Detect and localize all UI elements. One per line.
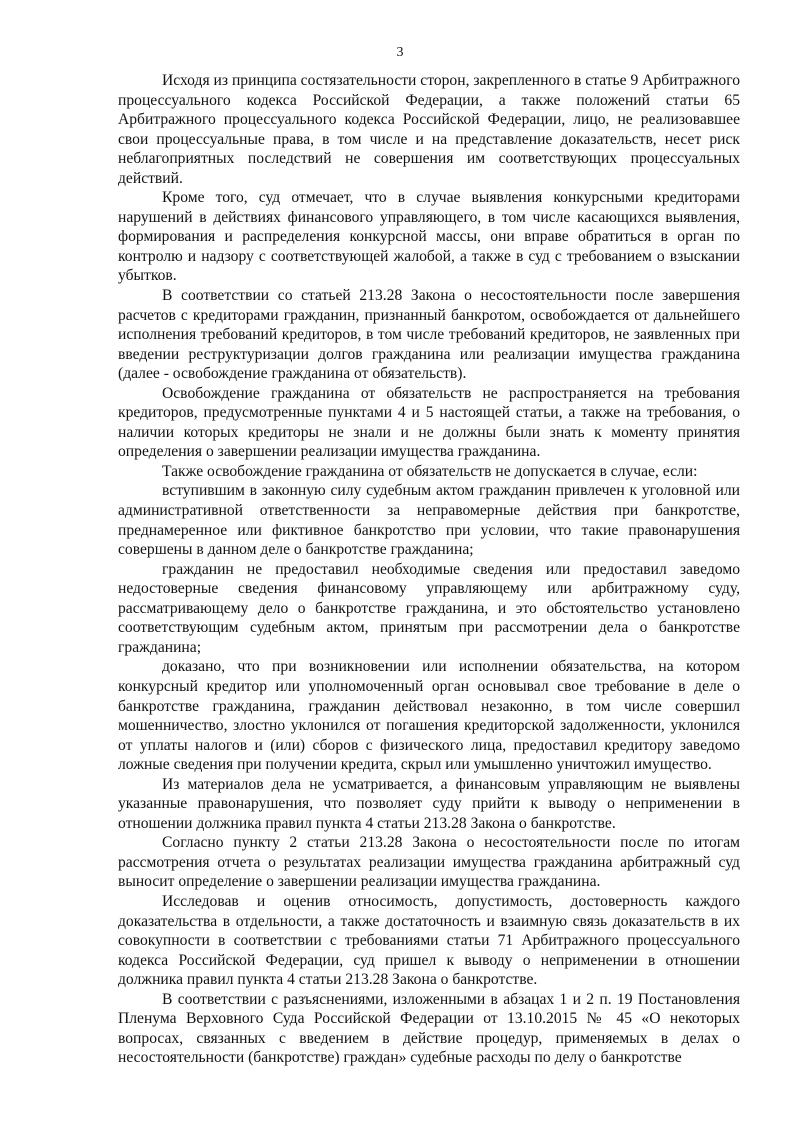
page-number: 3 [396,45,404,60]
paragraph: В соответствии со статьей 213.28 Закона о несостоятельности после завершения расчетов с кредиторами гражданин, признанный банкротом, освобождается от дальнейшего исполнения требований кредиторов, в том числе требований кредиторов, не заявленных при введении реструктуризации долгов гражданина или реализации имущества гражданина (далее - освобождение гражданина от обязательств). [118,287,740,383]
paragraph: В соответствии с разъяснениями, изложенными в абзацах 1 и 2 п. 19 Постановления Пленума Верховного Суда Российской Федерации от 13.10.2015 № 45 «О некоторых вопросах, связанных с введением в действие процедур, применяемых в делах о несостоятельности (банкротстве) граждан» судебные расходы по делу о банкротстве [118,990,740,1067]
paragraph: Исходя из принципа состязательности сторон, закрепленного в статье 9 Арбитражного процессуального кодекса Российской Федерации, а также положений статьи 65 Арбитражного процессуального кодекса Российской Федерации, лицо, не реализовавшее свои процессуальные права, в том числе и на представление доказательств, несет риск неблагоприятных последствий не совершения им соответствующих процессуальных действий. [118,72,740,187]
paragraph: Освобождение гражданина от обязательств не распространяется на требования кредиторов, предусмотренные пунктами 4 и 5 настоящей статьи, а также на требования, о наличии которых кредиторы не знали и не должны были знать к моменту принятия определения о завершении реализации имущества гражданина. [118,384,740,461]
paragraph: Исследовав и оценив относимость, допустимость, достоверность каждого доказательства в отдельности, а также достаточность и взаимную связь доказательств в их совокупности в соответствии с требованиями статьи 71 Арбитражного процессуального кодекса Российской Федерации, суд пришел к выводу о неприменении в отношении должника правил пункта 4 статьи 213.28 Закона о банкротстве. [118,892,740,989]
paragraph: Также освобождение гражданина от обязательств не допускается в случае, если: [162,462,698,480]
paragraph: Согласно пункту 2 статьи 213.28 Закона о несостоятельности после по итогам рассмотрения отчета о результатах реализации имущества гражданина арбитражный суд выносит определение о завершении реализации имущества гражданина. [118,834,740,891]
paragraph: Из материалов дела не усматривается, а финансовым управляющим не выявлены указанные правонарушения, что позволяет суду прийти к выводу о неприменении в отношении должника правил пункта 4 статьи 213.28 Закона о банкротстве. [118,775,740,832]
paragraph: доказано, что при возникновении или исполнении обязательства, на котором конкурсный кредитор или уполномоченный орган основывал свое требование в деле о банкротстве гражданина, гражданин действовал незаконно, в том числе совершил мошенничество, злостно уклонился от погашения кредиторской задолженности, уклонился от уплаты налогов и (или) сборов с физического лица, предоставил кредитору заведомо ложные сведения при получении кредита, скрыл или умышленно уничтожил имущество. [118,658,740,774]
paragraph: гражданин не предоставил необходимые сведения или предоставил заведомо недостоверные сведения финансовому управляющему или арбитражному суду, рассматривающему дело о банкротстве гражданина, и это обстоятельство установлено соответствующим судебным актом, принятым при рассмотрении дела о банкротстве гражданина; [118,560,740,656]
paragraph: вступившим в законную силу судебным актом гражданин привлечен к уголовной или административной ответственности за неправомерные действия при банкротстве, преднамеренное или фиктивное банкротство при условии, что такие правонарушения совершены в данном деле о банкротстве гражданина; [118,482,740,559]
document-body [118,71,740,1068]
paragraph: Кроме того, суд отмечает, что в случае выявления конкурсными кредиторами нарушений в действиях финансового управляющего, в том числе касающихся выявления, формирования и распределения конкурсной массы, они вправе обратиться в орган по контролю и надзору с соответствующей жалобой, а также в суд с требованием о взыскании убытков. [118,189,740,285]
